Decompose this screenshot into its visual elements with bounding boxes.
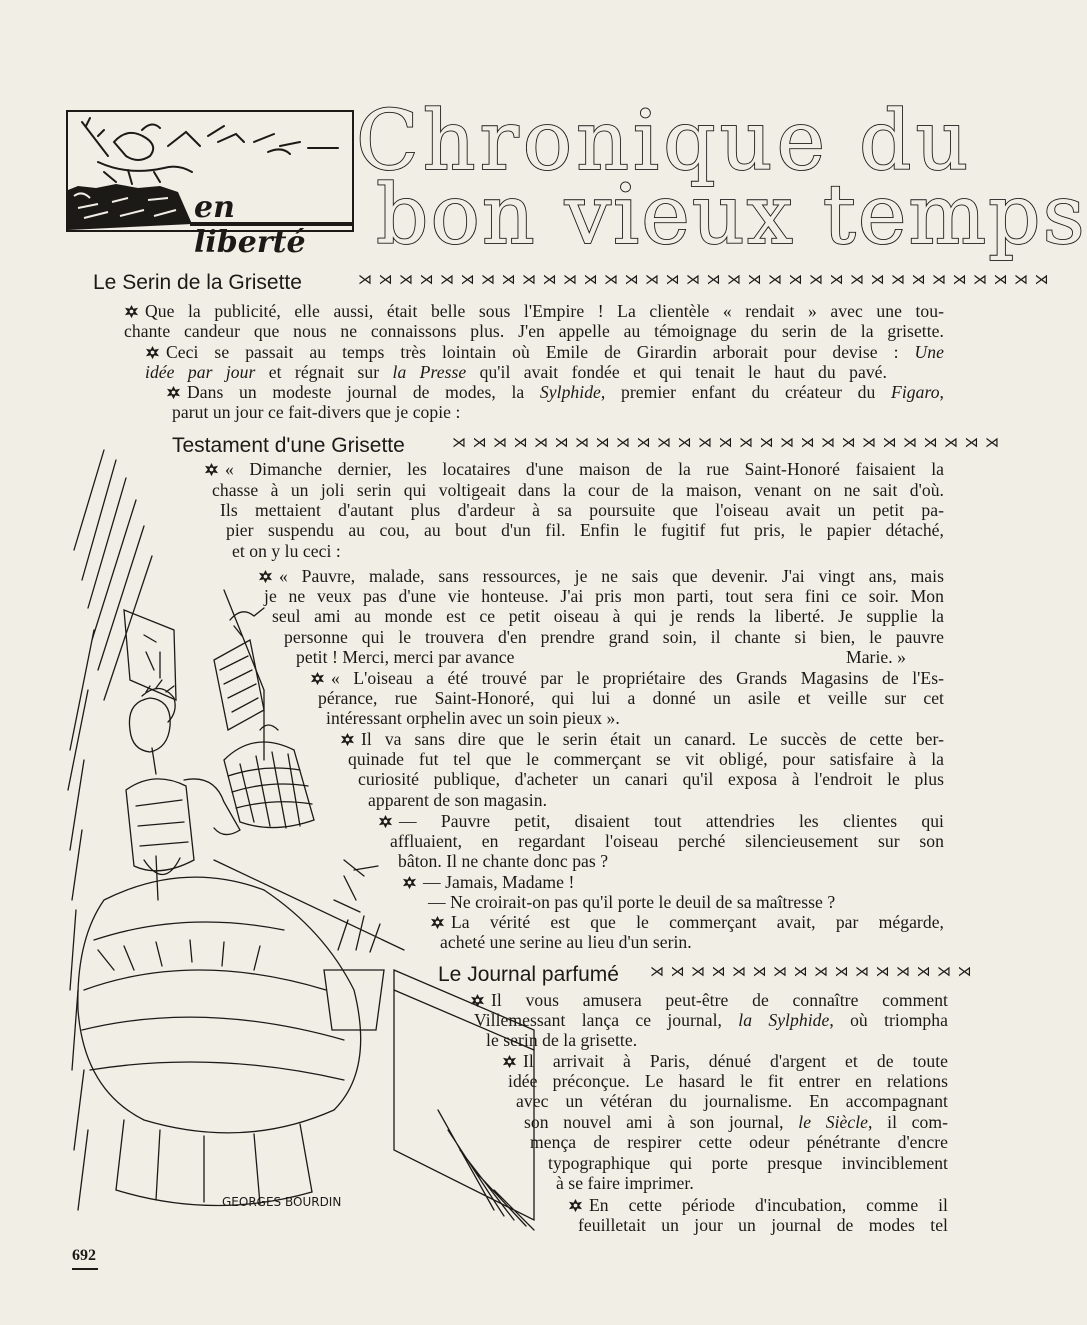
flower-ornament-icon [568,1198,583,1213]
logo-label: en liberté [194,190,306,260]
section-heading: Testament d'une Grisette [172,434,405,457]
page-title-line-1: Chronique du [356,94,973,189]
text-line: petit ! Merci, merci par avance [296,647,515,667]
flower-ornament-icon [204,462,219,477]
text-line: En cette période d'incubation, comme il [568,1195,948,1215]
text-line: idée préconçue. Le hasard le fit entrer en relations [508,1071,948,1091]
illustration-signature: GEORGES BOURDIN [222,1195,342,1209]
heading-ornament-row: ⋊⋊⋊⋊⋊⋊⋊⋊⋊⋊⋊⋊⋊⋊⋊⋊⋊⋊⋊⋊⋊⋊⋊⋊⋊⋊⋊⋊⋊⋊⋊⋊⋊⋊ [358,273,1055,288]
text-line: je ne veux pas d'une vie honteuse. J'ai pris mon parti, tout sera fini ce soir. Mon [264,586,944,606]
flower-ornament-icon [402,875,417,890]
text-line: le serin de la grisette. [486,1030,638,1050]
text-line: Il vous amusera peut-être de connaître comment [470,990,948,1010]
text-line: avec un vétéran du journalisme. En accompagnant [516,1091,948,1111]
text-line: « L'oiseau a été trouvé par le propriétaire des Grands Magasins de l'Es- [310,668,944,688]
text-line: chasse à un joli serin qui voltigeait dans la cour de la maison, venant on ne sait d'où. [212,480,944,500]
en-liberte-logo [66,110,354,260]
section-heading: Le Serin de la Grisette [93,271,302,294]
text-line: — Jamais, Madame ! [402,872,574,892]
text-line: « Pauvre, malade, sans ressources, je ne sais que devenir. J'ai vingt ans, mais [258,566,944,586]
flower-ornament-icon [166,385,181,400]
text-line: chante candeur que nous ne connaissons plus. J'en appelle au témoignage du serin de la grisette. [124,321,944,341]
text-line: quinade fut tel que le commerçant se vit obligé, pour satisfaire à la [348,749,944,769]
text-line: pier suspendu au cou, au bout d'un fil. Enfin le fugitif fut pris, le papier détaché, [226,520,944,540]
text-line: bâton. Il ne chante donc pas ? [398,851,609,871]
flower-ornament-icon [124,304,139,319]
text-line: mença de respirer cette odeur pénétrante d'encre [530,1132,948,1152]
text-line: — Ne croirait-on pas qu'il porte le deuil de sa maîtresse ? [428,892,836,912]
page-number-rule [72,1268,98,1270]
text-line: parut un jour ce fait-divers que je copie : [172,402,461,422]
heading-ornament-row: ⋊⋊⋊⋊⋊⋊⋊⋊⋊⋊⋊⋊⋊⋊⋊⋊⋊⋊⋊⋊⋊⋊⋊⋊⋊⋊⋊ [452,436,1006,451]
signature-marie: Marie. » [846,647,907,667]
text-line: typographique qui porte presque invinciblement [548,1153,948,1173]
text-line: affluaient, en regardant l'oiseau perché silencieusement sur son [390,831,944,851]
text-line: seul ami au monde est ce petit oiseau à qui je rends la liberté. Je supplie la [272,606,944,626]
text-line: Il va sans dire que le serin était un canard. Le succès de cette ber- [340,729,944,749]
text-line: personne qui le trouvera d'en prendre grand soin, il chante si bien, le pauvre [284,627,944,647]
text-line: Que la publicité, elle aussi, était belle sous l'Empire ! La clientèle « rendait » avec une tou- [124,301,944,321]
heading-ornament-row: ⋊⋊⋊⋊⋊⋊⋊⋊⋊⋊⋊⋊⋊⋊⋊⋊ [650,965,978,980]
text-line: intéressant orphelin avec un soin pieux ». [326,708,620,728]
text-line: Villemessant lança ce journal, la Sylphide, où triompha [474,1010,948,1030]
text-line: Il arrivait à Paris, dénué d'argent et de toute [502,1051,948,1071]
flower-ornament-icon [502,1054,517,1069]
flower-ornament-icon [470,993,485,1008]
text-line: pérance, rue Saint-Honoré, qui lui a donné un asile et veille sur cet [318,688,944,708]
text-line: apparent de son magasin. [368,790,548,810]
text-line: acheté une serine au lieu d'un serin. [440,932,692,952]
text-line: curiosité publique, d'acheter un canari qu'il exposa à l'endroit le plus [358,769,944,789]
text-line: — Pauvre petit, disaient tout attendries les clientes qui [378,811,944,831]
text-line: Ils mettaient d'autant plus d'ardeur à sa poursuite que l'oiseau avait un petit pa- [220,500,944,520]
text-line: à se faire imprimer. [556,1173,694,1193]
text-line: « Dimanche dernier, les locataires d'une maison de la rue Saint-Honoré faisaient la [204,459,944,479]
text-line: et on y lu ceci : [232,541,341,561]
flower-ornament-icon [340,732,355,747]
flower-ornament-icon [378,814,393,829]
text-line: idée par jour et régnait sur la Presse qu'il avait fondée et qui tenait le haut du pavé. [145,362,887,382]
text-line: Dans un modeste journal de modes, la Sylphide, premier enfant du créateur du Figaro, [166,382,944,402]
flower-ornament-icon [310,671,325,686]
text-line: son nouvel ami à son journal, le Siècle, il com- [524,1112,948,1132]
page-number: 692 [72,1247,96,1264]
page-title-line-2: bon vieux temps [376,168,1087,263]
flower-ornament-icon [258,569,273,584]
text-line: feuilletait un jour un journal de modes tel [578,1215,948,1235]
text-line: Ceci se passait au temps très lointain où Emile de Girardin arborait pour devise : Une [145,342,944,362]
flower-ornament-icon [430,915,445,930]
text-line: La vérité est que le commerçant avait, par mégarde, [430,912,944,932]
section-heading: Le Journal parfumé [438,963,619,986]
flower-ornament-icon [145,345,160,360]
